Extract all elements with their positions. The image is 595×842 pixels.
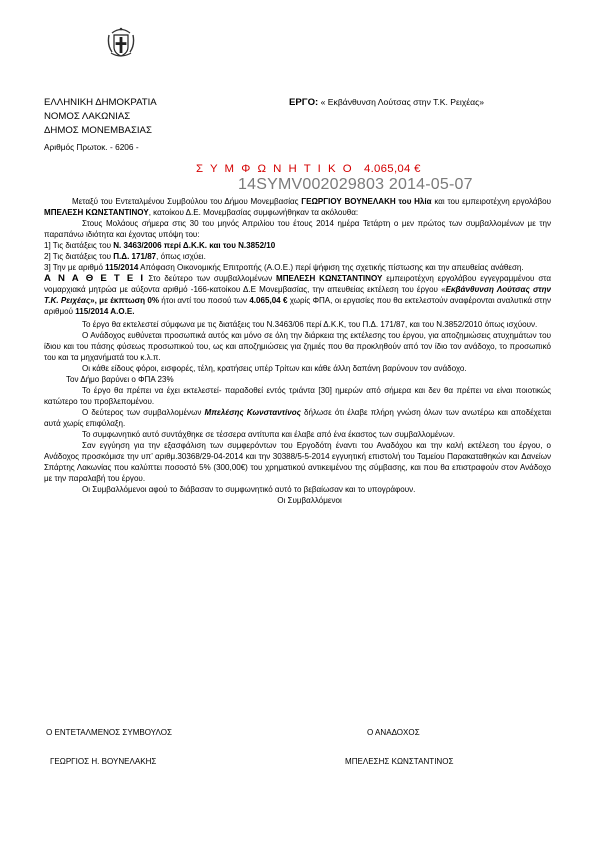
paragraph-signing: Οι Συμβαλλόμενοι αφού το διάβασαν το συμφωνητικό αυτό το βεβαίωσαν και το υπογράφουν.	[82, 485, 416, 494]
acknowledgement-contractor-name: Μπελέσης Κωνσταντίνος	[204, 408, 301, 417]
legal-basis-item-3-text: 3] Την με αριθμό	[44, 263, 106, 272]
diavgeia-stamp: 14SYMV002029803 2014-05-07	[238, 176, 473, 193]
parties-text-a: Μεταξύ του Εντεταλμένου Συμβούλου του Δήμου Μονεμβασίας	[72, 197, 302, 206]
project-line	[289, 97, 484, 108]
paragraph-liability: Ο Ανάδοχος ευθύνεται προσωπικά αυτός και μόνο σε όλη την διάρκεια της εκτέλεσης του έργου, για αποζημιώσεις ατυχημάτων του ίδιου και του πάσης φύσεως προσωπικού του, ως και αποζημιώσεις για ζημιές που θα προκληθούν από τον ίδιο τον ανάδοχο, το προσωπικό του και τα μηχανήματά του κ.λ.π.	[44, 331, 551, 362]
assignment-discount: με έκπτωση 0%	[99, 296, 159, 305]
assigns-heading: Α Ν Α Θ Ε Τ Ε Ι	[44, 273, 145, 284]
hellenic-republic-coat-of-arms-icon	[106, 25, 136, 61]
assignment-text-h: ήτοι αντί του ποσού των	[159, 296, 250, 305]
assignment-text-j: χωρίς ΦΠΑ, οι εργασίες που θα εκτελεστούν αναφέρονται αναλυτικά στην αριθμού	[44, 296, 551, 316]
legal-basis-item-3-decision: 115/2014	[105, 263, 139, 272]
paragraph-acknowledgement	[44, 407, 551, 429]
acknowledgement-text-c: δήλωσε ότι έλαβε πλήρη γνώση όλων των ανωτέρω και αποδέχεται αυτά χωρίς επιφύλαξη.	[44, 408, 551, 428]
legal-basis-item-2	[44, 251, 551, 262]
contract-title	[196, 163, 421, 175]
legal-basis-item-2-text: 2] Τις διατάξεις του	[44, 252, 114, 261]
assignment-contractor-name: ΜΠΕΛΕΣΗ ΚΩΝΣΤΑΝΤΙΝΟΥ	[276, 274, 383, 283]
assignment-text-f: »,	[90, 296, 100, 305]
signature-role-councillor: Ο ΕΝΤΕΤΑΛΜΕΝΟΣ ΣΥΜΒΟΥΛΟΣ	[46, 728, 172, 737]
paragraph-vat: Τον Δήμο βαρύνει ο ΦΠΑ 23%	[66, 375, 174, 384]
assignment-text-d: εμπειροτέχνη εργολάβου εγγεγραμμένου στα νομαρχιακά μητρώα με αύξοντα αριθμό -166-κατοίκου Δ.Ε Μονεμβασίας, την απευθείας εκτέλεση του έργου «	[44, 274, 552, 294]
header-line-republic: ΕΛΛΗΝΙΚΗ ΔΗΜΟΚΡΑΤΙΑ	[44, 97, 157, 108]
paragraph-date: Στους Μολάους σήμερα στις 30 του μηνός Απριλίου του έτους 2014 ημέρα Τετάρτη ο μεν πρώτος των συμβαλλομένων με την παραπάνω ιδιότητα και έχοντας υπόψη του:	[44, 219, 551, 239]
project-label: ΕΡΓΟ:	[289, 97, 319, 108]
legal-basis-item-1-law: Ν. 3463/2006 περί Δ.Κ.Κ. και του Ν.3852/10	[113, 241, 276, 250]
parties-text-e: , κατοίκου Δ.Ε. Μονεμβασίας συμφωνήθηκαν τα ακόλουθα:	[148, 208, 359, 217]
paragraph-guarantee: Σαν εγγύηση για την εξασφάλιση των συμφερόντων του Εργοδότη έναντι του Αναδόχου και την καλή εκτέλεση του έργου, ο Ανάδοχος προσκόμισε την υπ’ αριθμ.30368/29-04-2014 και την 30388/5-5-2014 εγγυητική επιστολή του Ταμείου Παρακαταθηκών και Δανείων Σπάρτης Λακωνίας που καλύπτει ποσοστό 5% (300,00€) του χρηματικού αντικειμένου της σύμβασης, και που θα επιστραφούν στον Ανάδοχο με την παραλαβή του έργου.	[44, 441, 551, 483]
legal-basis-item-1	[44, 240, 551, 251]
legal-basis-item-3-suffix: Απόφαση Οικονομικής Επιτροπής (Α.Ο.Ε.) περί ψήφιση της σχετικής πίστωσης και την απευθείας ανάθεση.	[138, 263, 524, 272]
assignment-amount: 4.065,04 €	[249, 296, 288, 305]
contract-amount: 4.065,04 €	[363, 163, 421, 175]
legal-basis-item-3	[44, 262, 551, 273]
assignment-text-b: Στο δεύτερο των συμβαλλομένων	[144, 274, 276, 283]
header-line-municipality: ΔΗΜΟΣ ΜΟΝΕΜΒΑΣΙΑΣ	[44, 125, 152, 136]
project-name: « Εκβάνθυνση Λούτσας στην Τ.Κ. Ρειχέας»	[318, 97, 485, 107]
paragraph-deadline: Το έργο θα πρέπει να έχει εκτελεστεί- παραδοθεί εντός τριάντα [30] ημερών από σήμερα και δεν θα πρέπει να είναι ποιοτικώς κατώτερο του προβλεπομένου.	[44, 386, 551, 406]
contract-body	[44, 196, 551, 506]
signature-role-contractor: Ο ΑΝΑΔΟΧΟΣ	[367, 728, 420, 737]
signature-name-councillor: ΓΕΩΡΓΙΟΣ Η. ΒΟΥΝΕΛΑΚΗΣ	[50, 757, 157, 766]
legal-basis-item-2-law: Π.Δ. 171/87	[113, 252, 157, 261]
legal-basis-item-2-suffix: , όπως ισχύει.	[156, 252, 206, 261]
assignment-decision: 115/2014 Α.Ο.Ε.	[75, 307, 135, 316]
parties-text-c: και του εμπειροτέχνη εργολάβου	[431, 197, 551, 206]
protocol-number: Αριθμός Πρωτοκ. - 6206 -	[44, 142, 139, 152]
paragraph-taxes: Οι κάθε είδους φόροι, εισφορές, τέλη, κρατήσεις υπέρ Τρίτων και κάθε άλλη δαπάνη βαρύνουν τον ανάδοχο.	[82, 364, 467, 373]
paragraph-legislation: Το έργο θα εκτελεστεί σύμφωνα με τις διατάξεις του Ν.3463/06 περί Δ.Κ.Κ, του Π.Δ. 171/87, και του Ν.3852/2010 όπως ισχύουν.	[82, 320, 538, 329]
header-line-prefecture: ΝΟΜΟΣ ΛΑΚΩΝΙΑΣ	[44, 111, 131, 122]
paragraph-parties	[44, 196, 551, 218]
paragraph-copies: Το συμφωνητικό αυτό συντάχθηκε σε τέσσερα αντίτυπα και έλαβε από ένα έκαστος των συμβαλλομένων.	[82, 430, 455, 439]
councillor-name: ΓΕΩΡΓΙΟΥ ΒΟΥΝΕΛΑΚΗ του Ηλία	[301, 197, 432, 206]
contract-title-text: Σ Υ Μ Φ Ω Ν Η Τ Ι Κ Ο	[196, 163, 354, 175]
contractor-name: ΜΠΕΛΕΣΗ ΚΩΝΣΤΑΝΤΙΝΟΥ	[44, 208, 149, 217]
signature-name-contractor: ΜΠΕΛΕΣΗΣ ΚΩΝΣΤΑΝΤΙΝΟΣ	[345, 757, 454, 766]
assignment-project-name: Εκβάνθυνση Λούτσας στην Τ.Κ. Ρειχέας	[44, 285, 551, 305]
closing-parties: Οι Συμβαλλόμενοι	[277, 496, 342, 505]
acknowledgement-text-a: Ο δεύτερος των συμβαλλομένων	[82, 408, 205, 417]
legal-basis-item-1-text: 1] Τις διατάξεις του	[44, 241, 114, 250]
paragraph-assignment	[44, 273, 551, 317]
